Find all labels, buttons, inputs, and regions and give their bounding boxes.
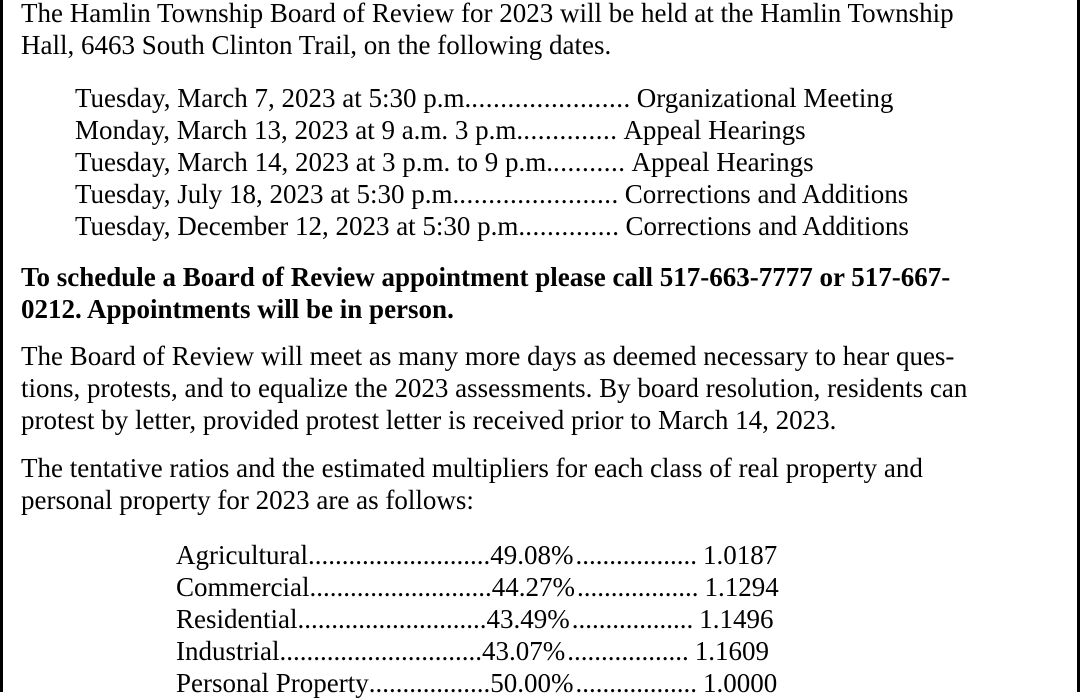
tentative-ratio: 44.27% <box>491 572 575 602</box>
leader-dots: ...................... <box>459 179 619 209</box>
leader-dots: ............. <box>525 211 620 241</box>
leader-dots: .............................. <box>279 636 482 666</box>
property-class: Commercial <box>176 572 310 602</box>
ratio-row <box>176 603 779 635</box>
meeting-date: Monday, March 13, 2023 at 9 a.m. 3 p.m. <box>75 115 524 145</box>
leader-dots: .................. <box>571 604 694 634</box>
meeting-row <box>75 178 909 210</box>
ratio-row <box>176 667 779 699</box>
leader-dots: ............. <box>523 115 618 145</box>
ratio-table <box>176 539 779 699</box>
meeting-row <box>75 146 909 178</box>
leader-dots: ............................ <box>297 604 487 634</box>
ratios-intro-line-2: personal property for 2023 are as follows: <box>21 485 474 515</box>
meeting-purpose: Appeal Hearings <box>623 115 806 145</box>
tentative-ratio: 43.49% <box>486 604 570 634</box>
meeting-purpose: Appeal Hearings <box>631 147 814 177</box>
leader-dots: ...................... <box>471 83 631 113</box>
leader-dots: ........................... <box>307 540 491 570</box>
meeting-row <box>75 210 909 242</box>
meeting-date: Tuesday, March 7, 2023 at 5:30 p.m. <box>75 83 472 113</box>
estimated-multiplier: 1.0000 <box>702 668 778 698</box>
ratio-row <box>176 571 779 603</box>
property-class: Personal Property <box>176 668 369 698</box>
leader-dots: .......... <box>552 147 626 177</box>
estimated-multiplier: 1.1496 <box>699 604 774 634</box>
property-class: Industrial <box>176 636 280 666</box>
tentative-ratio: 50.00% <box>490 668 574 698</box>
intro-line-2: Hall, 6463 South Clinton Trail, on the following dates. <box>21 30 612 60</box>
property-class: Agricultural <box>176 540 308 570</box>
meeting-date: Tuesday, July 18, 2023 at 5:30 p.m. <box>75 179 460 209</box>
leader-dots: .................. <box>575 668 697 698</box>
tentative-ratio: 43.07% <box>481 636 566 666</box>
meeting-info-line-1: The Board of Review will meet as many more days as deemed necessary to hear ques- <box>21 341 955 371</box>
tentative-ratio: 49.08% <box>490 540 574 570</box>
estimated-multiplier: 1.1609 <box>694 636 769 666</box>
intro-line-1: The Hamlin Township Board of Review for 2023 will be held at the Hamlin Township <box>21 0 954 28</box>
ratios-intro-line-1: The tentative ratios and the estimated multipliers for each class of real property and <box>21 453 923 483</box>
appointment-line-1: To schedule a Board of Review appointment please call 517-663-7777 or 517-667- <box>21 262 951 292</box>
leader-dots: .................. <box>576 572 699 602</box>
property-class: Residential <box>176 604 298 634</box>
intro-paragraph <box>21 0 1066 61</box>
estimated-multiplier: 1.1294 <box>704 572 779 602</box>
meeting-purpose: Organizational Meeting <box>636 83 894 113</box>
leader-dots: ........................... <box>309 572 492 602</box>
meeting-date: Tuesday, December 12, 2023 at 5:30 p.m. <box>75 211 526 241</box>
appointment-paragraph <box>21 261 1066 325</box>
meeting-info-line-2: tions, protests, and to equalize the 2023 assessments. By board resolution, residents can <box>21 373 968 403</box>
meeting-date: Tuesday, March 14, 2023 at 3 p.m. to 9 p.m. <box>75 147 553 177</box>
meeting-info-paragraph <box>21 340 1066 436</box>
ratios-intro-paragraph <box>21 452 1066 516</box>
meeting-info-line-3: protest by letter, provided protest letter is received prior to March 14, 2023. <box>21 405 837 435</box>
meeting-purpose: Corrections and Additions <box>625 211 909 241</box>
appointment-line-2: 0212. Appointments will be in person. <box>21 294 454 324</box>
estimated-multiplier: 1.0187 <box>702 540 778 570</box>
leader-dots: .................. <box>567 636 689 666</box>
ratio-row <box>176 539 779 571</box>
leader-dots: .................. <box>368 668 491 698</box>
leader-dots: .................. <box>575 540 697 570</box>
meeting-purpose: Corrections and Additions <box>624 179 909 209</box>
ratio-row <box>176 635 779 667</box>
meeting-schedule <box>75 82 909 242</box>
meeting-row <box>75 82 909 114</box>
meeting-row <box>75 114 909 146</box>
